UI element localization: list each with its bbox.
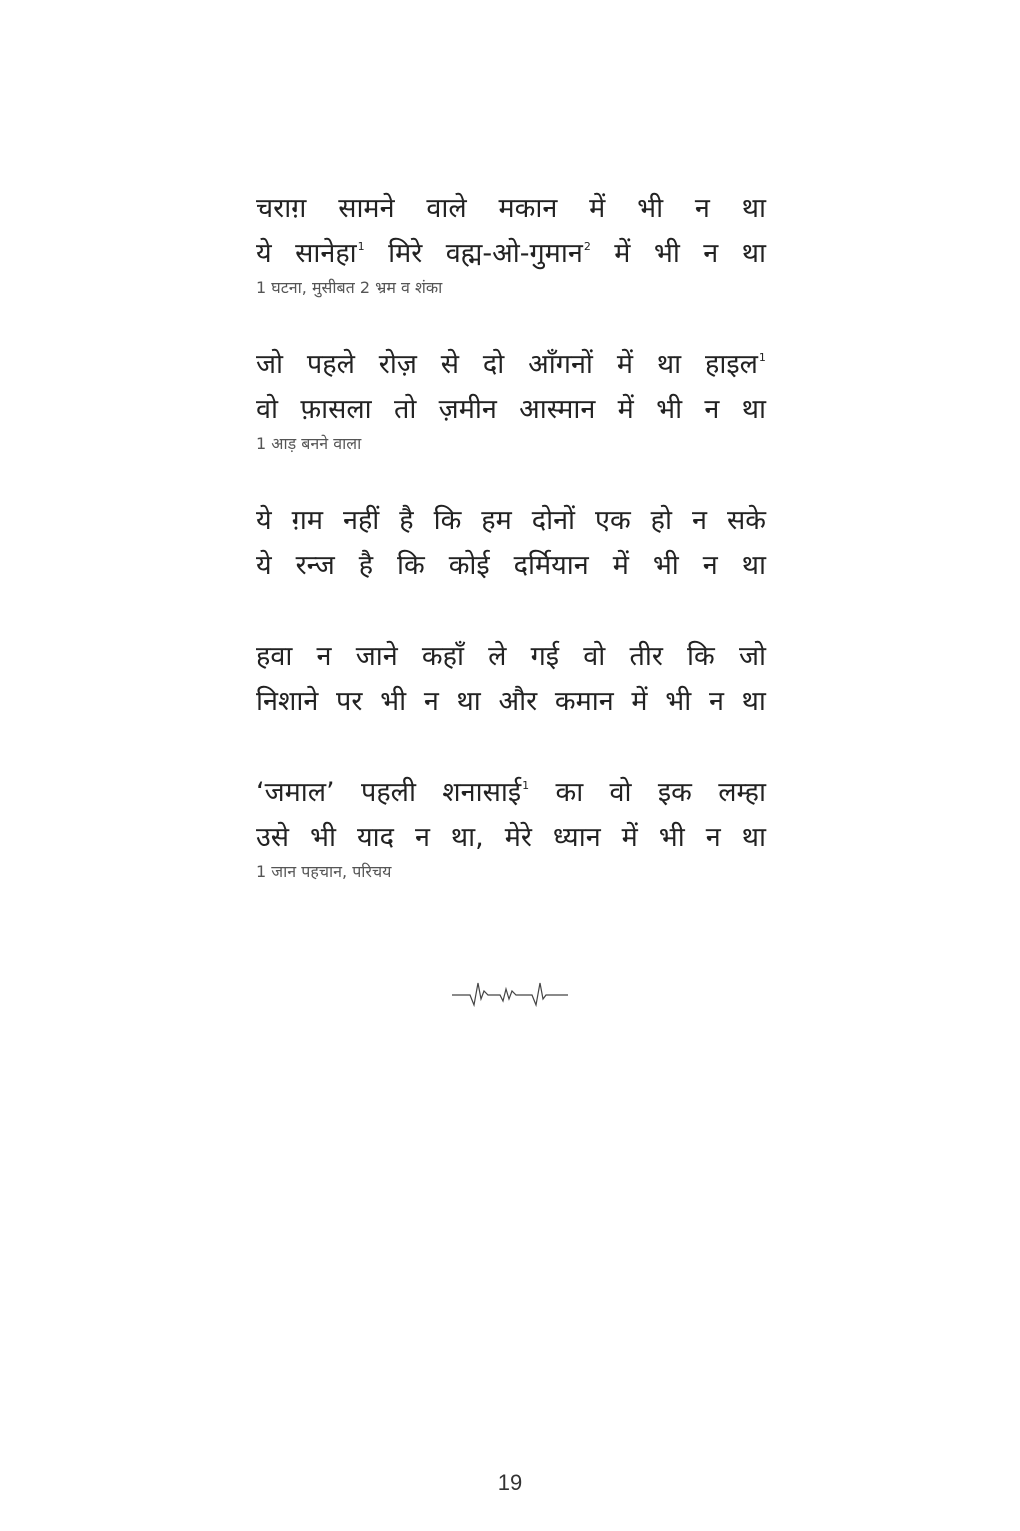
- verse-word-text: सानेहा: [295, 238, 357, 269]
- verse-word: गई: [530, 641, 560, 672]
- verse-line: [256, 543, 766, 588]
- verse-word: ये: [256, 550, 272, 581]
- verse-word: कि: [397, 550, 425, 581]
- verse-word: न: [708, 686, 724, 717]
- footnote: 1 आड़ बनने वाला: [256, 434, 362, 453]
- verse-word: नहीं: [342, 505, 380, 536]
- verse-word: ले: [488, 641, 507, 672]
- verse-word: था: [741, 238, 766, 269]
- verse-word: भी: [656, 394, 683, 425]
- verse-word: कि: [687, 641, 715, 672]
- verse-line: [256, 231, 766, 276]
- verse-word: था: [656, 349, 682, 380]
- verse-word: न: [423, 686, 439, 717]
- verse-word: में: [589, 193, 606, 224]
- verse-word: ध्यान: [552, 822, 601, 853]
- verse-word: ‘जमाल’: [256, 777, 335, 808]
- verse-word: इक: [657, 777, 692, 808]
- verse-word: हम: [481, 505, 512, 536]
- verse-word: दर्मियान: [513, 550, 589, 581]
- verse-word: भी: [310, 822, 337, 853]
- verse-word: हो: [650, 505, 672, 536]
- verse-word: फ़ासला: [300, 394, 372, 425]
- verse-word: ज़मीन: [438, 394, 497, 425]
- stanza: [256, 186, 766, 300]
- verse-word: था: [741, 550, 766, 581]
- verse-word: वाले: [426, 193, 467, 224]
- verse-word: भी: [380, 686, 407, 717]
- verse-word: भी: [637, 193, 664, 224]
- verse-word: था: [741, 394, 766, 425]
- verse-word: रोज़: [378, 349, 417, 380]
- verse-word: न: [694, 193, 710, 224]
- verse-word: और: [498, 686, 538, 717]
- verse-word: में: [616, 349, 633, 380]
- verse-word: है: [399, 505, 414, 536]
- verse-word: [705, 342, 766, 387]
- verse-word-text: हाइल: [705, 349, 758, 380]
- verse-word: याद: [356, 822, 394, 853]
- verse-word: पहली: [360, 777, 416, 808]
- footnote-marker: 1: [357, 240, 365, 253]
- verse-word: में: [614, 238, 631, 269]
- verse-word: वो: [256, 394, 279, 425]
- verse-word: पहले: [306, 349, 355, 380]
- verse-word: था: [741, 193, 766, 224]
- verse-word: ये: [256, 238, 272, 269]
- verse-word: भी: [665, 686, 692, 717]
- footnote: 1 जान पहचान, परिचय: [256, 862, 392, 881]
- verse-word: न: [704, 394, 720, 425]
- verse-word: न: [702, 550, 718, 581]
- verse-word: हवा: [256, 641, 293, 672]
- poem: [256, 186, 766, 884]
- verse-word: आँगनों: [528, 349, 593, 380]
- verse-word: पर: [336, 686, 363, 717]
- stanza: [256, 634, 766, 724]
- verse-word: का: [555, 777, 584, 808]
- footnote-marker: 2: [583, 240, 591, 253]
- verse-word: न: [316, 641, 332, 672]
- verse-word: मिरे: [388, 238, 423, 269]
- verse-word: दोनों: [531, 505, 576, 536]
- verse-word: भी: [658, 822, 685, 853]
- verse-word: दो: [482, 349, 505, 380]
- verse-word: था: [741, 822, 766, 853]
- verse-word: कहाँ: [421, 641, 464, 672]
- stanza: [256, 342, 766, 456]
- verse-line: [256, 770, 766, 815]
- verse-word: न: [691, 505, 707, 536]
- footnote: 1 घटना, मुसीबत 2 भ्रम व शंका: [256, 278, 443, 297]
- verse-line: [256, 815, 766, 860]
- verse-line: [256, 498, 766, 543]
- verse-word: में: [617, 394, 634, 425]
- verse-word: था: [741, 686, 766, 717]
- verse-word: तीर: [629, 641, 663, 672]
- verse-word: में: [631, 686, 648, 717]
- verse-word: निशाने: [256, 686, 319, 717]
- verse-word: लम्हा: [718, 777, 766, 808]
- verse-word: भी: [652, 550, 679, 581]
- footnote-marker: 1: [758, 351, 766, 364]
- verse-word: था: [456, 686, 481, 717]
- verse-word: वो: [609, 777, 632, 808]
- verse-word: में: [621, 822, 638, 853]
- verse-word: ये: [256, 505, 272, 536]
- verse-word: तो: [393, 394, 417, 425]
- verse-word: जो: [256, 349, 284, 380]
- verse-word: उसे: [256, 822, 290, 853]
- verse-word: [446, 231, 591, 276]
- page-number: 19: [497, 1470, 523, 1495]
- verse-word: चराग़: [256, 193, 307, 224]
- verse-word: जो: [738, 641, 766, 672]
- verse-word: रन्ज: [295, 550, 335, 581]
- verse-word: कमान: [554, 686, 614, 717]
- verse-word: भी: [653, 238, 680, 269]
- verse-word: था,: [450, 822, 484, 853]
- verse-word: से: [440, 349, 460, 380]
- verse-word: न: [414, 822, 430, 853]
- verse-word: [442, 770, 529, 815]
- verse-word: वो: [583, 641, 606, 672]
- verse-word: ग़म: [291, 505, 323, 536]
- verse-word: कोई: [448, 550, 490, 581]
- footnote-marker: 1: [522, 779, 530, 792]
- verse-word: मेरे: [504, 822, 532, 853]
- verse-word-text: शनासाई: [442, 777, 522, 808]
- verse-line: [256, 634, 766, 679]
- verse-word: में: [612, 550, 629, 581]
- verse-word: सामने: [338, 193, 395, 224]
- verse-word: मकान: [498, 193, 558, 224]
- verse-word: है: [358, 550, 374, 581]
- stanza: [256, 770, 766, 884]
- verse-word: सके: [726, 505, 766, 536]
- verse-word: [295, 231, 365, 276]
- verse-word: न: [705, 822, 721, 853]
- verse-word: कि: [433, 505, 462, 536]
- verse-line: [256, 342, 766, 387]
- verse-word: एक: [595, 505, 631, 536]
- verse-word: न: [703, 238, 719, 269]
- verse-word: आस्मान: [519, 394, 596, 425]
- stanza: [256, 498, 766, 588]
- verse-line: [256, 186, 766, 231]
- verse-word-text: वह्म-ओ-गुमान: [445, 238, 583, 269]
- verse-word: जाने: [355, 641, 398, 672]
- verse-line: [256, 387, 766, 432]
- verse-line: [256, 679, 766, 724]
- heartbeat-divider-icon: [450, 975, 570, 1015]
